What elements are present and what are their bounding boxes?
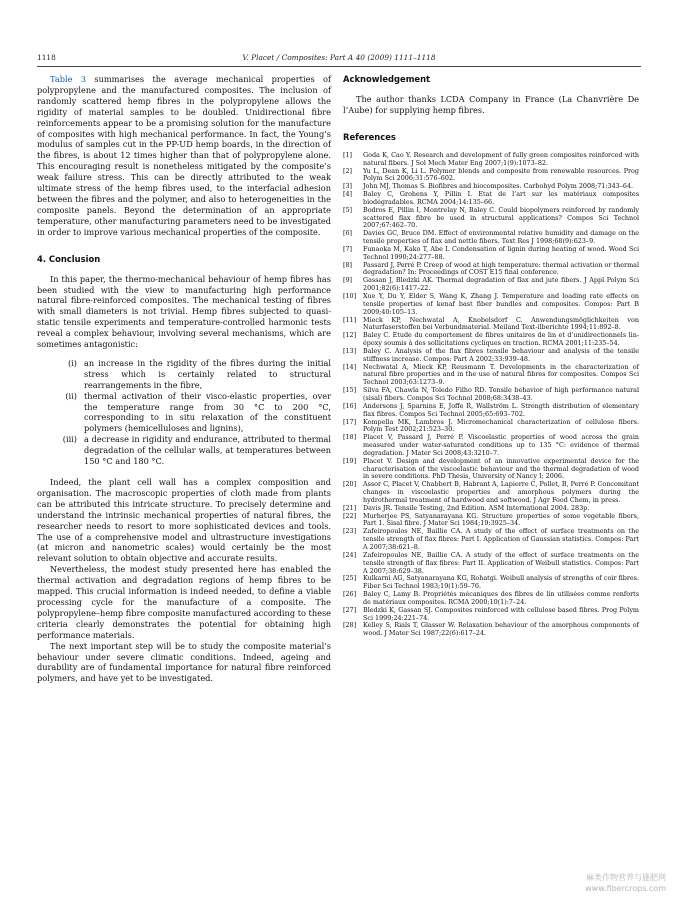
reference-item bbox=[343, 262, 639, 278]
list-marker: (ii) bbox=[65, 390, 77, 401]
references-heading: References bbox=[343, 131, 396, 142]
running-title: V. Placet / Composites: Part A 40 (2009) 1111–1118 bbox=[242, 53, 436, 62]
reference-text: Zafeiropoulos NE, Baillie CA. A study of the effect of surface treatments on the tensile strength of flax fibres: Part II. Application of Weibull statistics. Compos: Part A 2007;38:629–38. bbox=[363, 550, 639, 575]
left-column bbox=[37, 74, 331, 684]
reference-number: [12] bbox=[343, 331, 357, 340]
reference-number: [25] bbox=[343, 574, 357, 583]
reference-text: Baley C. Etude du comportement de fibres unitaires de lin et d’unidirectionnels lin-époxy soumis à des sollicitations cycliques en traction. RCMA 2001;11:235–54. bbox=[363, 331, 639, 348]
reference-item bbox=[343, 387, 639, 403]
reference-item bbox=[343, 191, 639, 207]
reference-text: Bledzki K, Gassan SJ. Composites reinforced with cellulose based fibres. Prog Polym Sci 1999;24:221–74. bbox=[363, 605, 639, 622]
reference-item bbox=[343, 419, 639, 435]
reference-text: Davis JR. Tensile Testing, 2nd Edition. ASM International 2004. 283p. bbox=[363, 503, 590, 512]
acknowledgement-heading: Acknowledgement bbox=[343, 74, 431, 84]
reference-item bbox=[343, 317, 639, 333]
reference-text: Bodros E, Pillin I, Montrelay N, Baley C. Could biopolymers reinforced by randomly scattered flax fibre be used in structural applications? Compos Sci Technol 2007;67:462–70. bbox=[363, 205, 639, 230]
reference-number: [19] bbox=[343, 456, 357, 465]
reference-text: Goda K, Cao Y. Research and development of fully green composites reinforced with natural fibers. J Sol Mech Mater Eng 2007;1(9):1073–82. bbox=[363, 150, 639, 167]
reference-number: [3] bbox=[343, 182, 353, 191]
list-item bbox=[37, 391, 331, 435]
reference-number: [13] bbox=[343, 346, 357, 355]
reference-text: Placet V, Passard J, Perré P. Viscoelastic properties of wood across the grain measured under water-saturated conditions up to 135 °C: evidence of thermal degradation. J Mater Sci 2008;43:3210–7. bbox=[363, 433, 639, 457]
reference-number: [1] bbox=[343, 150, 353, 159]
watermark-line: www.fibercrops.com bbox=[585, 884, 666, 893]
reference-item bbox=[343, 230, 639, 246]
reference-item bbox=[343, 513, 639, 529]
reference-text: Mieck KP, Nechwatal A, Knobelsdorf C. Anwendungsmöglichkeiten von Naturfaserstoffen bei Verbundmaterial. Meiland Text-ilberichte 1994;11:892–8. bbox=[363, 315, 639, 332]
reference-item bbox=[343, 332, 639, 348]
reference-item bbox=[343, 552, 639, 576]
reference-item bbox=[343, 207, 639, 231]
reference-number: [21] bbox=[343, 503, 357, 512]
reference-text: Baley C, Lamy B. Propriétés mécaniques des fibres de lin utilisées comme renforts de matériaux composites. RCMA 2000;10(1):7–24. bbox=[363, 590, 639, 606]
reference-item bbox=[343, 364, 639, 388]
reference-number: [11] bbox=[343, 315, 357, 324]
reference-item bbox=[343, 458, 639, 482]
reference-number: [17] bbox=[343, 417, 357, 426]
reference-item bbox=[343, 575, 639, 591]
reference-number: [18] bbox=[343, 433, 357, 442]
reference-item bbox=[343, 481, 639, 505]
reference-item bbox=[343, 528, 639, 552]
list-item bbox=[37, 358, 331, 391]
reference-text: Murherjee PS, Satyanarayana KG. Structure properties of some vegetable fibers, Part 1. Sisal fibre. J Mater Sci 1984;19:3925–34. bbox=[363, 511, 639, 528]
reference-item bbox=[343, 403, 639, 419]
results-paragraph-text: summarises the average mechanical properties of polypropylene and the manufactured composites. The inclusion of randomly scattered hemp fibres in the polypropylene allows the rigidity of material samples to be doubled. Unidirectional fibre reinforcements appear to be a promising solution for the manufacture of composites with high mechanical performance. In fact, the Young’s modulus of samples cut in the PP-UD hemp boards, in the direction of the fibres, is about 12 times higher than that of polypropylene alone. This encouraging result is nonetheless mitigated by the composite’s weak failure stress. This can be directly attributed to the weak ultimate stress of the hemp fibres used, to the interfacial adhesion between the fibres and the polymer, and also to heterogeneities in the composite panels. Beyond the determination of an appropriate temperature, other manufacturing parameters need to be investigated in order to improve various mechanical properties of the composite. bbox=[37, 74, 331, 237]
reference-text: Kompella MK, Lambros J. Micromechanical characterization of cellulose fibers. Polym Test 2002;21:523–30. bbox=[363, 417, 639, 434]
reference-text: Kelley S, Rials T, Glasser W. Relaxation behaviour of the amorphous components of wood. J Mater Sci 1987;22(6):617–24. bbox=[363, 621, 639, 638]
list-item-text: thermal activation of their visco-elastic properties, over the temperature range from 30 °C to 200 °C, corresponding to in situ relaxation of the constituent polymers (hemicelluloses and lignins), bbox=[84, 390, 331, 434]
list-item-text: an increase in the rigidity of the fibres during the initial stress which is certainly related to structural rearrangements in the fibre, bbox=[84, 357, 331, 390]
reference-item bbox=[343, 277, 639, 293]
reference-number: [6] bbox=[343, 229, 353, 238]
mechanisms-list bbox=[37, 358, 331, 467]
reference-text: Yu L, Dean K, Li L. Polymer blends and composite from renewable resources. Prog Polym Sci 2006;31:576–602. bbox=[363, 166, 639, 183]
reference-item bbox=[343, 348, 639, 364]
reference-item bbox=[343, 607, 639, 623]
reference-number: [2] bbox=[343, 166, 353, 175]
reference-text: Kulkarni AG, Satyanarayana KG, Rohatgi. Weibull analysis of strengths of coir fibres. Fiber Sci Technol 1983;19(1):59–76. bbox=[363, 574, 639, 591]
conclusion-heading: 4. Conclusion bbox=[37, 253, 101, 264]
conclusion-intro-paragraph: In this paper, the thermo-mechanical behaviour of hemp fibres has been studied with the view to manufacturing high performance natural fibre-reinforced composites. The mechanical testing of fibres with small diameters is not trivial. Hemp fibres subjected to quasi-static tensile experiments and temperature-controlled harmonic tests reveal a complex behaviour, involving several mechanisms, which are sometimes antagonistic: bbox=[37, 273, 331, 350]
reference-number: [4] bbox=[343, 190, 353, 199]
reference-number: [28] bbox=[343, 621, 357, 630]
reference-number: [16] bbox=[343, 401, 357, 410]
reference-number: [7] bbox=[343, 244, 353, 253]
watermark-line: 麻类作物营养与施肥网 bbox=[586, 873, 666, 882]
reference-text: Gassan J, Bledzki AK. Thermal degradation of flax and jute fibers. J Appl Polym Sci 2001;82(6):1417–22. bbox=[363, 276, 639, 293]
reference-number: [15] bbox=[343, 386, 357, 395]
reference-item bbox=[343, 622, 639, 638]
reference-number: [23] bbox=[343, 527, 357, 536]
cell-wall-paragraph: Indeed, the plant cell wall has a complex composition and organisation. The macroscopic properties of cloth made from plants can be attributed this intricate structure. To precisely determine and understand the intrinsic mechanical properties of natural fibres, the researcher needs to resort to more sophisticated devices and tools. The use of a comprehensive model and ultrastructure investigations (at micron and nanometric scales) would certainly be the most relevant solution to obtain objective and accurate results. bbox=[37, 477, 331, 564]
reference-text: Nechwatal A, Mieck KP, Reusmann T. Developments in the characterization of natural fibre properties and in the use of natural fibres for composites. Compos Sci Technol 2003;63:1273–9. bbox=[363, 362, 639, 387]
reference-text: Andersons J, Sparnins E, Joffe R, Wallström L. Strength distribution of elementary flax fibres. Compos Sci Technol 2005;65:693–702. bbox=[363, 401, 639, 418]
reference-text: Xue Y, Du Y, Elder S, Wang K, Zhang J. Temperature and loading rate effects on tensile properties of kenaf bast fiber bundles and composites. Compos: Part B 2009;40:105–13. bbox=[363, 292, 639, 316]
reference-item bbox=[343, 434, 639, 458]
nevertheless-paragraph: Nevertheless, the modest study presented here has enabled the thermal activation and degradation regions of hemp fibres to be mapped. This crucial information is indeed needed, to define a viable processing cycle for the manufacture of a composite. The polypropylene–hemp fibre composite manufactured according to these criteria clearly demonstrates the potential for obtaining high performance materials. bbox=[37, 564, 331, 640]
reference-number: [9] bbox=[343, 276, 353, 285]
list-item-text: a decrease in rigidity and endurance, attributed to thermal degradation of the cellular walls, at temperatures between 150 °C and 180 °C. bbox=[84, 434, 331, 467]
reference-number: [20] bbox=[343, 480, 357, 489]
list-marker: (i) bbox=[67, 357, 77, 368]
reference-number: [10] bbox=[343, 292, 357, 300]
reference-text: Assor C, Placet V, Chabbert B, Habrant A, Lapierre C, Pollet, B, Perré P. Concomitant changes in viscoelastic properties and amorphous polymers during the hydrothermal treatment of hardwood and softwood. J Agr Food Chem, in press. bbox=[363, 480, 639, 504]
reference-text: Silva FA, Chawla N, Toledo Filho RD. Tensile behavior of high performance natural (sisal) fibers. Compos Sci Technol 2008;68:3438–43. bbox=[363, 386, 639, 402]
table-reference-link[interactable]: Table 3 bbox=[50, 74, 87, 84]
reference-number: [22] bbox=[343, 511, 357, 520]
reference-text: Zafeiropoulos NE, Baillie CA. A study of the effect of surface treatments on the tensile strength of flax fibres: Part I. Application of Gaussian statistics. Compos: Part A 2007;38:621–8. bbox=[363, 527, 639, 551]
reference-item bbox=[343, 293, 639, 317]
reference-text: Passard J, Perré P. Creep of wood at high temperature: thermal activation or thermal degradation? In: Proceedings of COST E15 final conference. bbox=[363, 260, 639, 277]
reference-number: [5] bbox=[343, 205, 353, 214]
reference-text: Baley C, Grohens Y, Pillin I. Etat de l’art sur les matériaux composites biodégradables. RCMA 2004;14:135–66. bbox=[363, 190, 639, 206]
right-column bbox=[343, 74, 639, 638]
reference-text: Funaoka M, Kako T, Abe I. Condensation of lignin during heating of wood. Wood Sci Technol 1990;24:277–88. bbox=[363, 244, 639, 261]
reference-item bbox=[343, 168, 639, 184]
page-number: 1118 bbox=[37, 53, 56, 62]
reference-number: [8] bbox=[343, 260, 353, 269]
reference-text: John MJ, Thomas S. Biofibres and biocomposites. Carbohyd Polym 2008;71:343–64. bbox=[363, 182, 634, 191]
reference-number: [24] bbox=[343, 550, 357, 559]
reference-number: [26] bbox=[343, 590, 357, 599]
reference-text: Placet V. Design and development of an innovative experimental device for the characterisation of the viscoelastic behaviour and the thermal degradation of wood in severe conditions. PhD Thesis, University of Nancy I; 2006. bbox=[363, 456, 639, 481]
site-watermark bbox=[585, 872, 666, 894]
acknowledgement-text: The author thanks LCDA Company in France (La Chanvrière De l’Aube) for supplying hemp fibres. bbox=[343, 94, 639, 115]
reference-item bbox=[343, 246, 639, 262]
reference-item bbox=[343, 152, 639, 168]
list-marker: (iii) bbox=[62, 434, 77, 445]
reference-text: Davies GC, Bruce DM. Effect of environmental relative humidity and damage on the tensile properties of flax and nettle fibers. Text Res J 1998;68(9):623–9. bbox=[363, 229, 639, 246]
results-paragraph bbox=[37, 74, 331, 238]
list-item bbox=[37, 434, 331, 467]
reference-item bbox=[343, 591, 639, 607]
reference-number: [14] bbox=[343, 362, 357, 371]
reference-number: [27] bbox=[343, 605, 357, 614]
header-rule bbox=[37, 66, 641, 67]
next-step-paragraph: The next important step will be to study the composite material’s behaviour under severe climatic conditions. Indeed, ageing and durability are of fundamental importance for natural fibre reinforced polymers, and have yet to be investigated. bbox=[37, 640, 331, 684]
reference-list bbox=[343, 152, 639, 638]
reference-text: Baley C. Analysis of the flax fibres tensile behaviour and analysis of the tensile stiffness increase. Compos: Part A 2002;33:939–48. bbox=[363, 346, 639, 363]
page-header bbox=[37, 53, 641, 65]
